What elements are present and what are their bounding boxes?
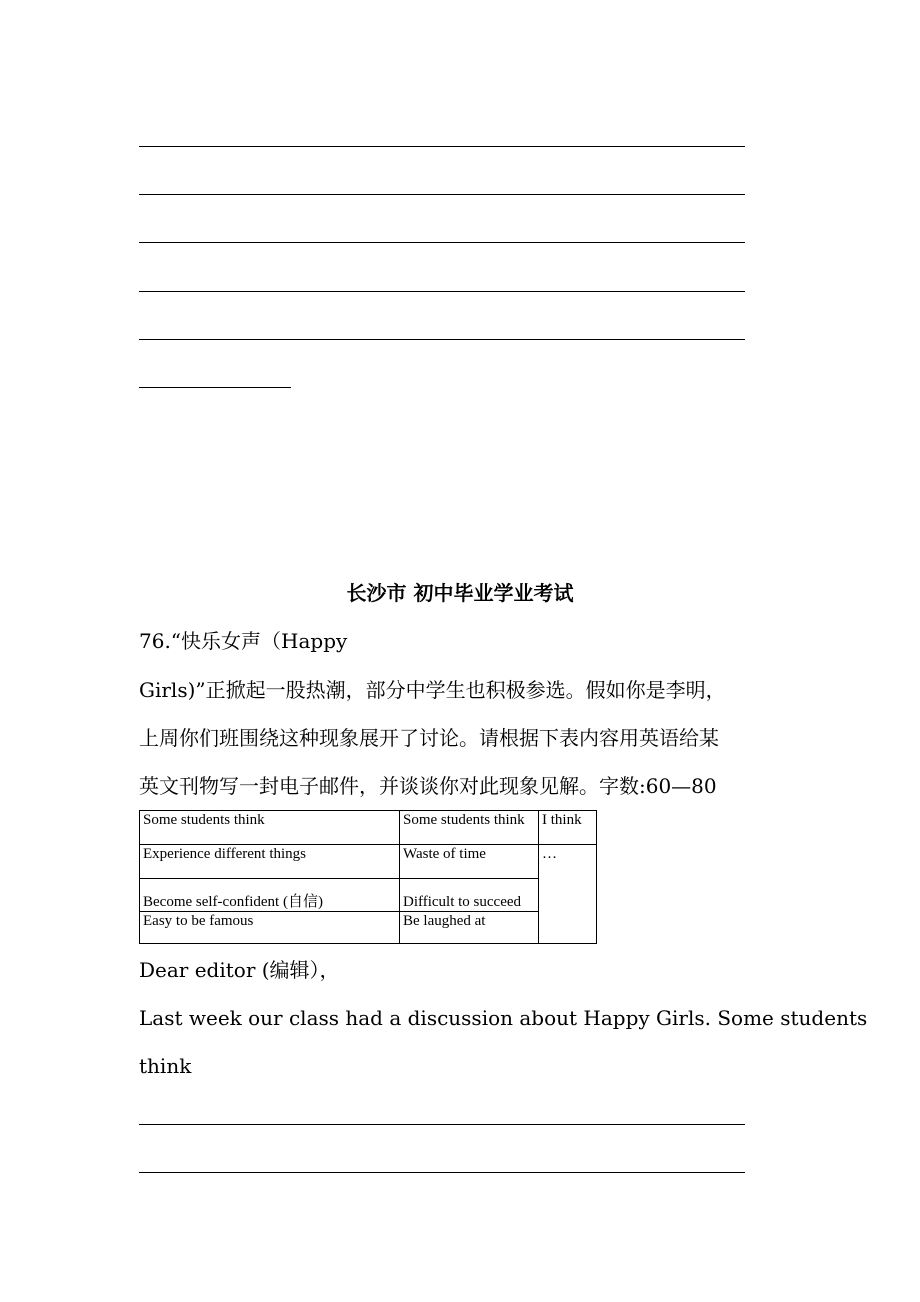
table-cell: Experience different things [140, 845, 400, 879]
answer-line[interactable] [139, 194, 745, 195]
answer-line-short[interactable] [139, 387, 291, 388]
table-row [140, 879, 597, 912]
letter-line-1: Last week our class had a discussion about Happy Girls. Some students [139, 1006, 868, 1030]
answer-line[interactable] [139, 1124, 745, 1125]
table-cell: Easy to be famous [140, 912, 400, 944]
answer-line[interactable] [139, 339, 745, 340]
table-cell: Waste of time [400, 845, 539, 879]
letter-line-2: think [139, 1054, 192, 1078]
question-line-4: 英文刊物写一封电子邮件，并谈谈你对此现象见解。字数:60—80 [139, 774, 717, 798]
answer-line[interactable] [139, 1172, 745, 1173]
table-header-cell: I think [539, 811, 597, 845]
table-row [140, 845, 597, 879]
letter-greeting: Dear editor (编辑）， [139, 958, 340, 982]
table-cell: Become self-confident (自信) [140, 879, 400, 912]
exam-title: 长沙市 初中毕业学业考试 [346, 581, 574, 605]
table-header-cell: Some students think [400, 811, 539, 845]
question-line-3: 上周你们班围绕这种现象展开了讨论。请根据下表内容用英语给某 [139, 726, 719, 750]
answer-line[interactable] [139, 242, 745, 243]
answer-line[interactable] [139, 291, 745, 292]
question-line-2: Girls)”正掀起一股热潮，部分中学生也积极参选。假如你是李明， [139, 678, 726, 702]
opinion-table [139, 810, 597, 944]
answer-line[interactable] [139, 146, 745, 147]
table-header-row [140, 811, 597, 845]
table-row [140, 912, 597, 944]
question-line-1: 76.“快乐女声（Happy [139, 629, 348, 653]
table-cell: Be laughed at [400, 912, 539, 944]
i-think-cell: … [539, 845, 597, 944]
table-cell: Difficult to succeed [400, 879, 539, 912]
table-header-cell: Some students think [140, 811, 400, 845]
